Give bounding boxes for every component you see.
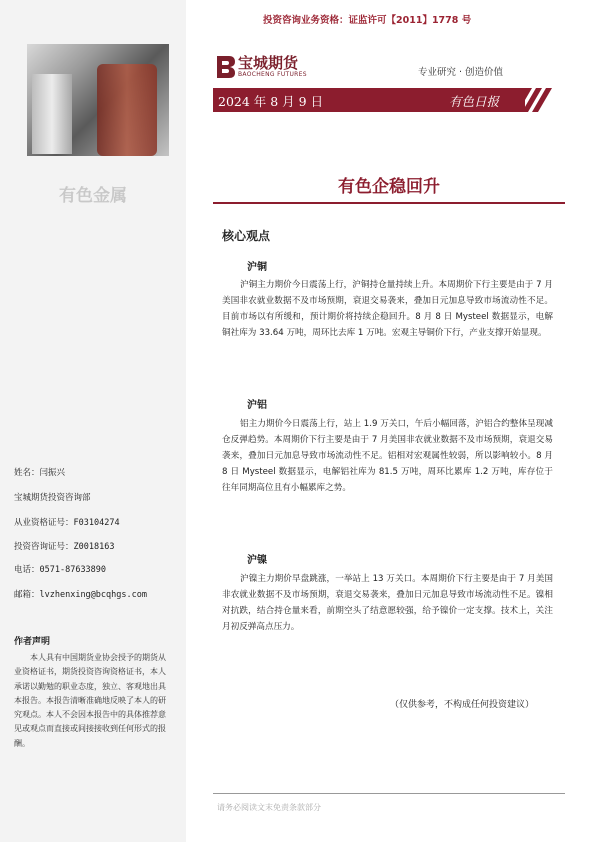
brand-name-en: BAOCHENG FUTURES [238,71,307,78]
analyst-name: 姓名：闫振兴 [14,468,66,478]
declaration-body: 本人具有中国期货业协会授予的期货从业资格证书，期货投资咨询资格证书，本人承诺以勤勉的职业态度，独立、客观地出具本报告。本报告清晰准确地反映了本人的研究观点。本人不会因本报告中的具体推荐意见或观点而直接或间接接收到任何形式的报酬。 [14,653,166,748]
slogan: 专业研究 · 创造价值 [418,67,504,78]
consulting-number: 投资咨询证号：Z0018163 [14,542,115,552]
declaration-title: 作者声明 [14,637,51,647]
paragraph-nickel: 沪镍主力期价早盘跳涨，一举站上 13 万关口。本周期价下行主要是由于 7 月美国非农就业数据不及市场预期，衰退交易袭来，叠加日元加息导致市场流动性不足。镍相对抗跌，结合持仓量来看，前期空头了结意愿较强，给予镍价一定支撑。技术上，关注月初反弹高点压力。 [222,574,553,632]
paragraph-copper: 沪铜主力期价今日震荡上行，沪铜持仓量持续上升。本周期价下行主要是由于 7 月美国非农就业数据不及市场预期，衰退交易袭来，叠加日元加息导致市场流动性不足。目前市场以有所缓和，预计期价将持续企稳回升。8 月 8 日 Mysteel 数据显示，电解铜社库为 33.64 万吨，周环比去库 1 万吨。宏观主导铜价下行，产业支撑开始显现。 [222,280,553,338]
disclaimer: （仅供参考，不构成任何投资建议） [390,700,535,710]
report-date: 2024 年 8 月 9 日 [218,94,324,109]
title-divider [213,202,565,204]
sidebar-category: 有色金属 [59,186,127,206]
email-link[interactable]: 邮箱：lvzhenxing@bcqhgs.com [14,590,147,600]
subheading-copper: 沪铜 [247,262,267,273]
registration-line: 投资咨询业务资格：证监许可【2011】1778 号 [263,15,472,26]
report-type: 有色日报 [449,94,500,109]
brand-logo-icon [213,54,237,80]
brand-name: 宝城期货 [238,54,299,72]
section-heading: 核心观点 [222,229,271,243]
banner-stripes-icon [510,88,566,112]
department: 宝城期货投资咨询部 [14,493,91,503]
qualification-number: 从业资格证号：F03104274 [14,518,120,528]
footer-divider [213,793,565,794]
subheading-nickel: 沪镍 [247,555,267,566]
paragraph-aluminum: 铝主力期价今日震荡上行，站上 1.9 万关口，午后小幅回落，沪铝合约整体呈现减仓反弹趋势。本周期价下行主要是由于 7 月美国非农就业数据不及市场预期，衰退交易袭来，叠加日元加息导致市场流动性不足。铝相对宏观属性较弱，所以影响较小。8 月 8 日 Mysteel 数据显示，电解铝社库为 81.5 万吨，周环比累库 1.2 万吨，库存位于往年同期高位且有小幅累库之势。 [222,419,553,493]
subheading-aluminum: 沪铝 [247,400,267,411]
phone: 电话：0571-87633890 [14,565,107,575]
footer-note: 请务必阅读文末免责条款部分 [217,803,321,812]
report-title: 有色企稳回升 [338,177,440,197]
cover-photo [27,44,169,156]
